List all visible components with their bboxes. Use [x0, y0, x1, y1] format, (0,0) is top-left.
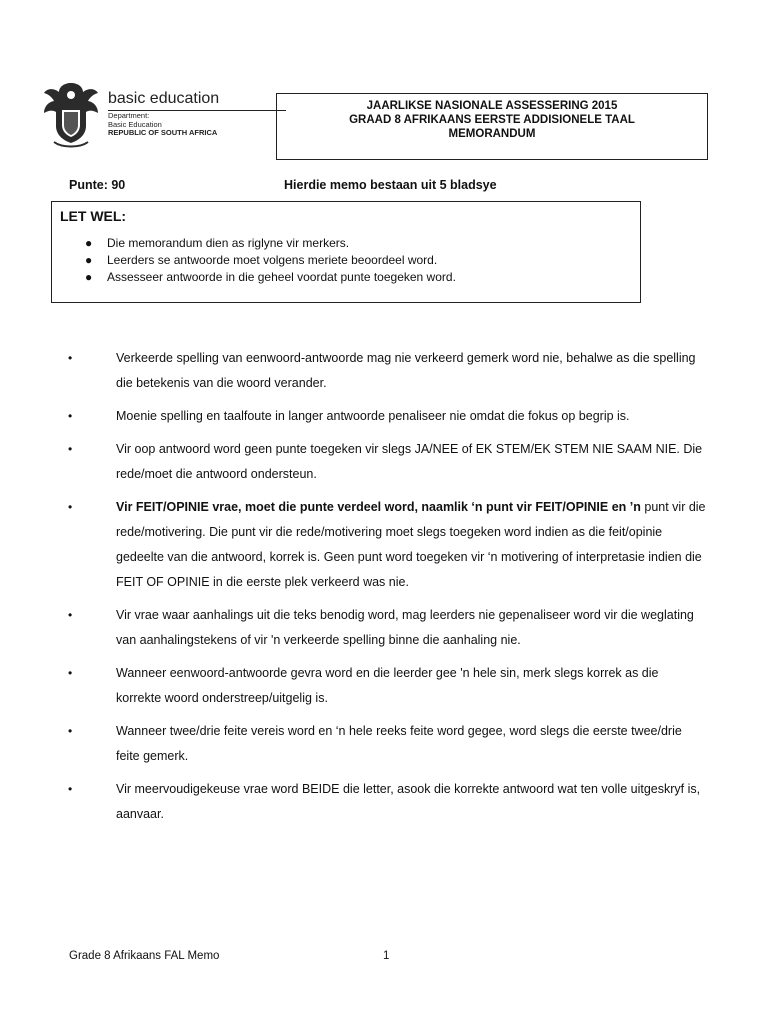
header-line3: MEMORANDUM [448, 128, 536, 140]
rule-text: Vir vrae waar aanhalings uit die teks benodig word, mag leerders nie gepenaliseer word vir die weglating van aanhalingstekens of vir 'n verkeerde spelling binne die aanhaling nie. [116, 608, 694, 647]
rule-text: Verkeerde spelling van eenwoord-antwoorde mag nie verkeerd gemerk word nie, behalwe as die spelling die betekenis van die woord verander. [116, 351, 696, 390]
dbe-logo [40, 80, 260, 150]
rule-text: Moenie spelling en taalfoute in langer antwoorde penaliseer nie omdat die fokus op begrip is. [116, 409, 630, 423]
rule-item [66, 719, 706, 769]
note-item [52, 252, 456, 269]
bullet-icon: • [68, 500, 73, 514]
logo-dept-line2: Basic Education [108, 119, 162, 129]
note-item [52, 269, 456, 286]
note-item [52, 235, 456, 252]
note-title: LET WEL: [60, 208, 127, 224]
rule-item [66, 404, 706, 429]
bullet-icon: • [68, 724, 73, 738]
logo-country: REPUBLIC OF SOUTH AFRICA [108, 128, 218, 137]
marks-total: Punte: 90 [69, 178, 126, 192]
bullet-icon: • [68, 666, 73, 680]
footer-doc-title: Grade 8 Afrikaans FAL Memo [69, 950, 220, 962]
note-item-text: Die memorandum dien as riglyne vir merkers. [107, 236, 350, 250]
rule-item [66, 437, 706, 487]
bullet-icon: ● [85, 270, 93, 284]
bullet-icon: • [68, 409, 73, 423]
rule-item [66, 603, 706, 653]
header-line1: JAARLIKSE NASIONALE ASSESSERING 2015 [366, 100, 618, 112]
rule-text: Vir oop antwoord word geen punte toegeken vir slegs JA/NEE of EK STEM/EK STEM NIE SAAM NIE. Die rede/moet die antwoord ondersteun. [116, 442, 703, 481]
logo-dept-line1: Department: [108, 111, 150, 120]
bullet-icon: • [68, 782, 73, 796]
note-box [51, 201, 641, 303]
logo-title: basic education [108, 90, 220, 107]
bullet-icon: ● [85, 236, 93, 250]
rule-item [66, 346, 706, 396]
bullet-icon: ● [85, 253, 93, 267]
page-count-note: Hierdie memo bestaan uit 5 bladsye [284, 178, 497, 192]
rule-bold-text: Vir FEIT/OPINIE vrae, moet die punte verdeel word, naamlik ‘n punt vir FEIT/OPINIE en ’n [116, 500, 641, 514]
rule-item [66, 661, 706, 711]
rule-item [66, 777, 706, 827]
header-line2: GRAAD 8 AFRIKAANS EERSTE ADDISIONELE TAAL [349, 114, 635, 126]
bullet-icon: • [68, 351, 73, 365]
note-list [52, 235, 456, 286]
note-item-text: Assesseer antwoorde in die geheel voordat punte toegeken word. [107, 270, 456, 284]
rule-text: Wanneer twee/drie feite vereis word en ‘n hele reeks feite word gegee, word slegs die eerste twee/drie feite gemerk. [116, 724, 682, 763]
rule-text: Wanneer eenwoord-antwoorde gevra word en die leerder gee 'n hele sin, merk slegs korrek as die korrekte woord onderstreep/uitgelig is. [116, 666, 659, 705]
logo-department [108, 112, 217, 138]
rule-item [66, 495, 706, 595]
header-box [276, 93, 708, 160]
rule-text: punt vir die rede/motivering. Die punt vir die rede/motivering moet slegs toegeken word indien as die feit/opinie gedeelte van die antwoord, korrek is. Geen punt word toegeken vir ‘n motivering of interpretasie indien die FEIT OF OPINIE in die eerste plek verkeerd was nie. [116, 500, 706, 589]
coat-of-arms-icon [40, 80, 102, 150]
page-number: 1 [383, 950, 390, 962]
rule-text: Vir meervoudigekeuse vrae word BEIDE die letter, asook die korrekte antwoord wat ten volle uitgeskryf is, aanvaar. [116, 782, 701, 821]
bullet-icon: • [68, 442, 73, 456]
note-item-text: Leerders se antwoorde moet volgens meriete beoordeel word. [107, 253, 438, 267]
marking-rules-list [66, 346, 706, 835]
bullet-icon: • [68, 608, 73, 622]
